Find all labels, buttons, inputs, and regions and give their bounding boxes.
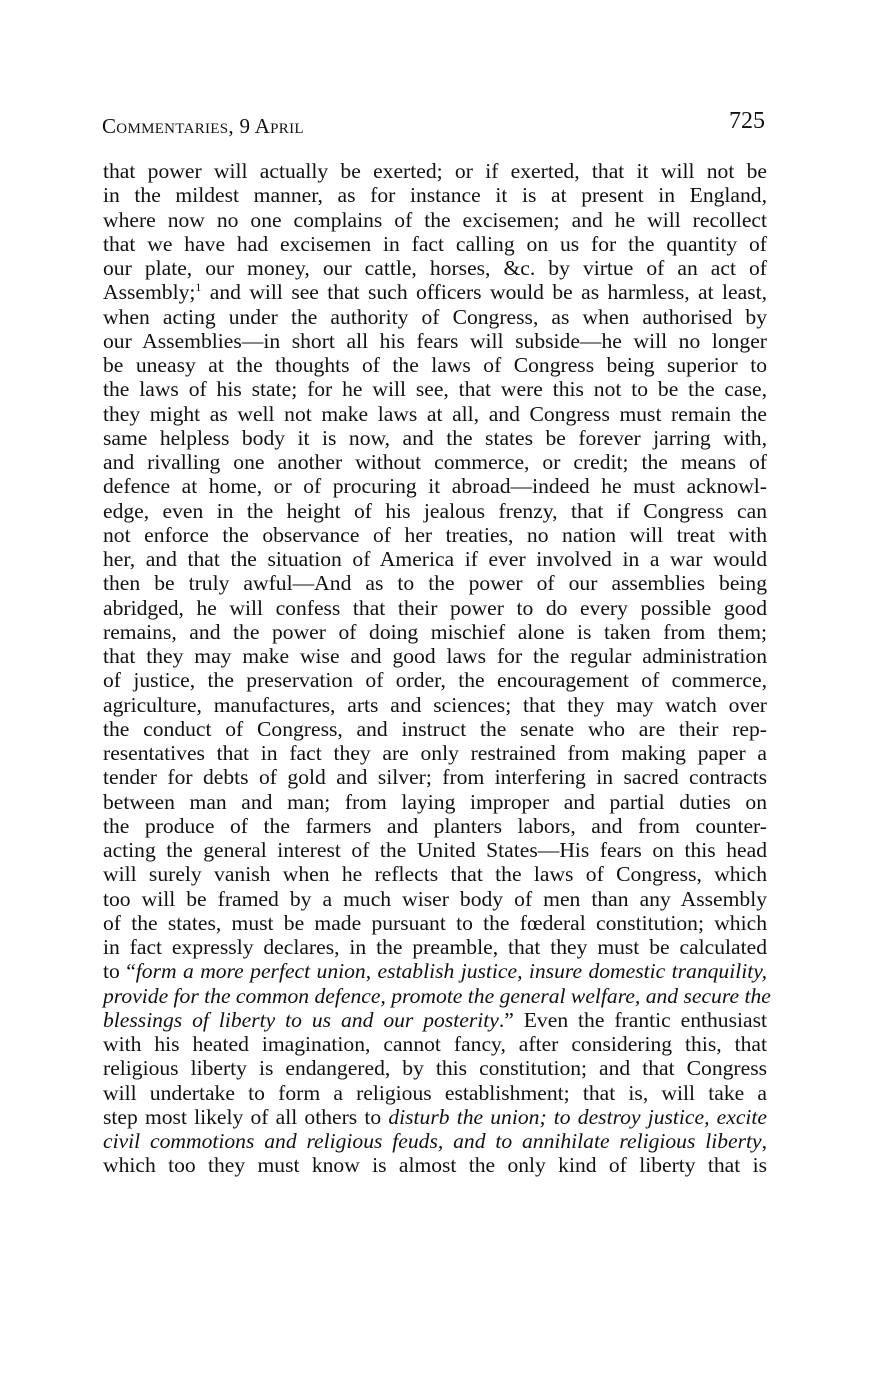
text-line (103, 377, 767, 401)
text-line (103, 717, 767, 741)
italic-text: blessings of liberty to us and our posterity (103, 1007, 499, 1032)
text-line (103, 911, 767, 935)
line-text: our Assemblies—in short all his fears will subside—he will no longer (103, 328, 767, 353)
line-text: which too they must know is almost the only kind of liberty that is (103, 1153, 767, 1178)
line-text: edge, even in the height of his jealous frenzy, that if Congress can (103, 498, 767, 523)
line-text: and will see that such officers would be as harmless, at least, (201, 280, 767, 305)
line-text: that they may make wise and good laws for the regular administration (103, 644, 767, 668)
text-line (103, 1081, 767, 1105)
line-text: the conduct of Congress, and instruct the senate who are their rep- (103, 716, 767, 741)
line-text: to “ (103, 959, 136, 984)
line-text: when acting under the authority of Congress, as when authorised by (103, 304, 767, 329)
line-text: abridged, he will confess that their power to do every possible good (103, 595, 767, 620)
line-text: of justice, the preservation of order, the encouragement of commerce, (103, 668, 767, 693)
text-line (103, 1008, 767, 1032)
line-text: that we have had excisemen in fact calling on us for the quantity of (103, 231, 767, 256)
text-line (103, 1056, 767, 1080)
line-text: will undertake to form a religious establishment; that is, will take a (103, 1080, 767, 1105)
line-text: in the mildest manner, as for instance it is at present in England, (103, 183, 767, 208)
line-text: in fact expressly declares, in the preamble, that they must be calculated (103, 935, 767, 959)
line-text: that power will actually be exerted; or if exerted, that it will not be (103, 159, 767, 183)
italic-text: civil commotions and religious feuds, and to annihilate religious liberty (103, 1129, 762, 1153)
text-line (103, 887, 767, 911)
text-line (103, 208, 767, 232)
text-line (103, 280, 767, 304)
running-title: Commentaries, 9 April (102, 114, 304, 138)
line-text: , (761, 1129, 767, 1153)
line-text: her, and that the situation of America if ever involved in a war would (103, 547, 767, 571)
text-line (103, 183, 767, 207)
text-line (103, 935, 767, 959)
line-text: where now no one complains of the excisemen; and he will recollect (103, 207, 767, 232)
text-line (103, 765, 767, 789)
line-text: step most likely of all others to (103, 1104, 389, 1129)
text-line (103, 232, 767, 256)
line-text: defence at home, or of procuring it abroad—indeed he must acknowl- (103, 474, 767, 499)
line-text: agriculture, manufactures, arts and sciences; that they may watch over (103, 692, 767, 717)
italic-text: form a more perfect union, establish justice, insure domestic tranquility, (135, 959, 767, 984)
line-text: be uneasy at the thoughts of the laws of Congress being superior to (103, 353, 767, 377)
text-line (103, 571, 767, 595)
text-line (103, 668, 767, 692)
text-line (103, 329, 767, 353)
line-text: then be truly awful—And as to the power of our assemblies being (103, 571, 767, 596)
page-number: 725 (729, 108, 765, 134)
text-line (103, 693, 767, 717)
text-line (103, 159, 767, 183)
italic-text: provide for the common defence, promote the general welfare, and secure the (103, 983, 771, 1008)
line-text: not enforce the observance of her treaties, no nation will treat with (103, 522, 767, 547)
line-text: religious liberty is endangered, by this constitution; and that Congress (103, 1056, 767, 1081)
text-line (103, 596, 767, 620)
italic-text: disturb the union; to destroy justice, excite (388, 1104, 767, 1129)
text-line (103, 499, 767, 523)
text-line (103, 1105, 767, 1129)
text-line (103, 523, 767, 547)
line-text: the produce of the farmers and planters labors, and from counter- (103, 813, 767, 838)
text-line (103, 305, 767, 329)
line-text: between man and man; from laying improper and partial duties on (103, 789, 767, 814)
text-line (103, 426, 767, 450)
line-text: will surely vanish when he reflects that the laws of Congress, which (103, 862, 767, 887)
text-line (103, 838, 767, 862)
text-line (103, 1129, 767, 1153)
text-line (103, 790, 767, 814)
line-text: with his heated imagination, cannot fancy, after considering this, that (103, 1032, 767, 1056)
text-line (103, 1032, 767, 1056)
line-text: same helpless body it is now, and the states be forever jarring with, (103, 425, 767, 450)
line-text: they might as well not make laws at all, and Congress must remain the (103, 401, 767, 426)
line-text: our plate, our money, our cattle, horses, &c. by virtue of an act of (103, 256, 767, 280)
text-line (103, 741, 767, 765)
text-line (103, 1153, 767, 1177)
line-text: acting the general interest of the United States—His fears on this head (103, 838, 767, 862)
text-line (103, 959, 767, 983)
text-line (103, 620, 767, 644)
running-head (102, 108, 765, 138)
line-text: and rivalling one another without commerce, or credit; the means of (103, 450, 767, 474)
footnote-marker: 1 (195, 280, 202, 295)
line-text: tender for debts of gold and silver; from interfering in sacred contracts (103, 765, 767, 790)
body-text (103, 159, 771, 1178)
text-line (103, 814, 767, 838)
text-line (103, 450, 767, 474)
line-text: .” Even the frantic enthusiast (498, 1007, 767, 1032)
text-line (103, 547, 767, 571)
text-line (103, 256, 767, 280)
line-text: too will be framed by a much wiser body of men than any Assembly (103, 886, 767, 911)
text-line (103, 862, 767, 886)
text-line (103, 644, 767, 668)
line-text: resentatives that in fact they are only restrained from making paper a (103, 741, 767, 765)
text-line (103, 983, 771, 1008)
line-text: of the states, must be made pursuant to the fœderal constitution; which (103, 910, 767, 935)
line-text: Assembly; (103, 280, 196, 305)
text-line (103, 402, 767, 426)
text-line (103, 474, 767, 498)
text-line (103, 353, 767, 377)
line-text: remains, and the power of doing mischief alone is taken from them; (103, 619, 767, 644)
line-text: the laws of his state; for he will see, that were this not to be the case, (103, 377, 767, 402)
